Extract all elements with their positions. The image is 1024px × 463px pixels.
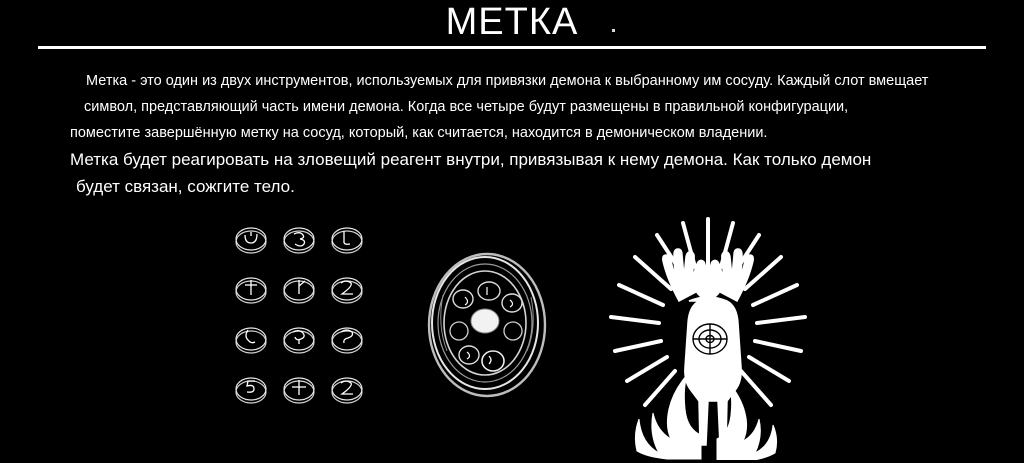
rune-token (280, 225, 318, 257)
rune-token (232, 225, 270, 257)
rune-token (328, 325, 366, 357)
rune-token (232, 325, 270, 357)
paragraph-line-4: Метка будет реагировать на зловещий реагент внутри, привязывая к нему демона. Как только демон (70, 150, 872, 169)
paragraph-line-2: символ, представляющий часть имени демона. Когда все четыре будут размещены в правильной конфигурации, (84, 99, 849, 115)
figures-row (0, 205, 1024, 463)
rune-token (280, 375, 318, 407)
rune-token (328, 375, 366, 407)
rune-token (328, 275, 366, 307)
burning-bound-figure (583, 205, 833, 460)
paragraph (70, 68, 960, 200)
rune-symbol-grid (232, 225, 372, 425)
page-title: МЕТКА (445, 1, 579, 43)
paragraph-line-5: будет связан, сожгите тело. (76, 177, 295, 196)
rune-token (280, 325, 318, 357)
header (0, 0, 1024, 48)
rune-token (232, 275, 270, 307)
title-dot-decoration (612, 29, 615, 32)
rune-token (328, 225, 366, 257)
paragraph-line-3: поместите завершённую метку на сосуд, который, как считается, находится в демоническом владении. (70, 125, 768, 141)
mark-medallion (425, 250, 550, 400)
body-text (70, 68, 960, 200)
paragraph-line-1: Метка - это один из двух инструментов, используемых для привязки демона к выбранному им сосуду. Каждый слот вмещает (86, 73, 929, 89)
rune-token (280, 275, 318, 307)
header-divider (38, 46, 986, 49)
rune-token (232, 375, 270, 407)
